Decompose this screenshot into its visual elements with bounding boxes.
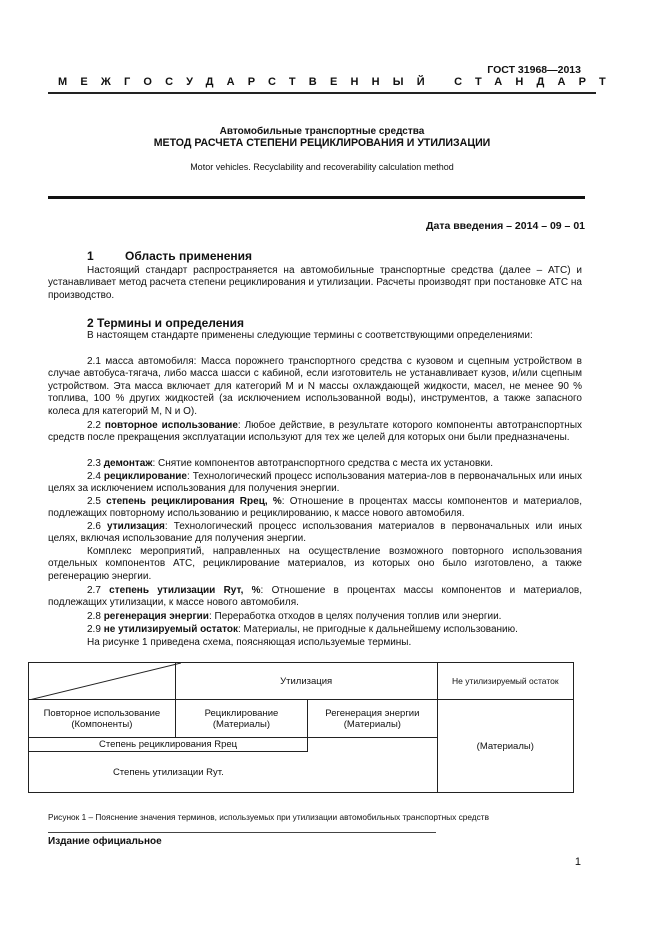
regen-cell: Регенерация энергии (Материалы) <box>308 700 437 738</box>
standard-banner: МЕЖГОСУДАРСТВЕННЫЙ СТАНДАРТ <box>58 76 619 88</box>
section1-title: Область применения <box>125 249 253 263</box>
title-rule <box>48 196 585 199</box>
term-2-1: 2.1 масса автомобиля: Масса порожнего транспортного средства с кузовом и сцепным устройством в случае автобуса-тягача, либо масса шасси с кабиной, если изготовитель не устанавливает кузов, и/или сцепным устройством. Эта масса включает для категорий M и N массы охлаждающей жидкости, масел, не менее 90 % топлива, 100 % других жидкостей (за исключением использованной воды), инструментов, а также запасного колеса для категорий M, N и O). <box>48 356 582 417</box>
page-number: 1 <box>574 856 581 868</box>
figure-caption: Рисунок 1 – Пояснение значения терминов, используемых при утилизации автомобильных транспортных средств <box>48 812 489 822</box>
term-2-3: 2.3 демонтаж: Снятие компонентов автотранспортного средства с места их установки. <box>87 458 494 469</box>
title-english: Motor vehicles. Recyclability and recoverability calculation method <box>190 162 454 172</box>
term-2-9: 2.9 не утилизируемый остаток: Материалы, не пригодные к дальнейшему использованию. <box>87 624 518 635</box>
section2-intro: В настоящем стандарте применены следующие термины с соответствующими определениями: <box>87 330 533 341</box>
term-2-6: 2.6 утилизация: Технологический процесс использования материалов в первоначальных или иных целях, включая использование для получения энергии. <box>48 521 582 545</box>
materials-cell: (Материалы) <box>437 700 573 793</box>
title-subtitle: Автомобильные транспортные средства <box>219 126 425 137</box>
diagonal-line <box>29 663 181 700</box>
header-rule <box>48 92 596 94</box>
term-2-7: 2.7 степень утилизации Rут, %: Отношение в процентах массы компонентов и материалов, подлежащих утилизации, к массе нового автомобиля. <box>48 585 583 609</box>
section2-title: 2 Термины и определения <box>87 316 245 330</box>
figure-1-diagram <box>28 662 574 793</box>
title-main: МЕТОД РАСЧЕТА СТЕПЕНИ РЕЦИКЛИРОВАНИЯ И УТИЛИЗАЦИИ <box>153 137 491 149</box>
figure-reference: На рисунке 1 приведена схема, поясняющая используемые термины. <box>87 637 412 648</box>
term-2-6-extra: Комплекс мероприятий, направленных на осуществление возможного повторного использования отдельных компонентов АТС, рециклирование материалов, из которых оно было изготовлено, а также регенерацию энергии. <box>48 546 582 582</box>
term-2-2: 2.2 повторное использование: Любое действие, в результате которого компоненты автотранспортных средств после прекращения эксплуатации используют для тех же целей для которых они были предназначены. <box>48 420 583 444</box>
edition-label: Издание официальное <box>48 836 162 847</box>
section1-text: Настоящий стандарт распространяется на автомобильные транспортные средства (далее – АТС) и устанавливает метод расчета степени рециклирования и утилизации. Расчеты производят при постановке АТС на производство. <box>48 265 582 301</box>
non-util-header: Не утилизируемый остаток <box>437 663 573 700</box>
footer-rule <box>48 832 436 833</box>
term-2-8: 2.8 регенерация энергии: Переработка отходов в целях получения топлив или энергии. <box>87 611 502 622</box>
regen-extension <box>308 738 437 793</box>
recycling-cell: Рециклирование (Материалы) <box>175 700 307 738</box>
term-2-5: 2.5 степень рециклирования Rрец, %: Отношение в процентах массы компонентов и материалов, подлежащих повторному использованию и рециклированию, к массе нового автомобиля. <box>48 496 582 520</box>
diagonal-corner-cell <box>29 663 176 700</box>
reuse-cell: Повторное использование (Компоненты) <box>29 700 176 738</box>
utilization-header: Утилизация <box>175 663 437 700</box>
section1-number: 1 <box>87 249 94 263</box>
term-2-4: 2.4 рециклирование: Технологический процесс использования материа-лов в первоначальных или иных целях за исключением использования для получения энергии. <box>48 471 582 495</box>
degree-recycling-cell: Степень рециклирования Rрец <box>29 738 308 752</box>
degree-util-cell: Степень утилизации Rут. <box>29 752 308 793</box>
gost-number: ГОСТ 31968—2013 <box>487 64 581 76</box>
introduction-date: Дата введения – 2014 – 09 – 01 <box>426 220 585 232</box>
